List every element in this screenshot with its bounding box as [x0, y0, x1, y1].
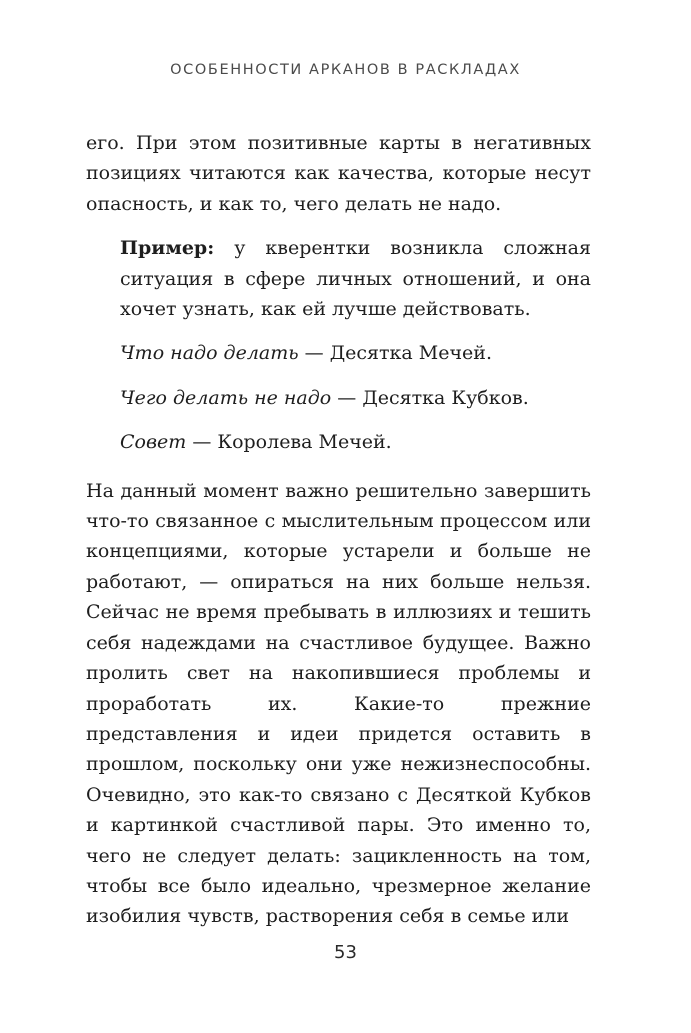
paragraph-1: его. При этом позитивные карты в негативных позициях читаются как качества, которые несут опасность, и как то, чего делать не надо.: [86, 132, 591, 215]
position-name: Совет: [120, 431, 187, 454]
example-text: у кверентки возникла сложная ситуация в сфере личных отношений, и она хочет узнать, как ей лучше действовать.: [120, 237, 591, 321]
spread-position-2: [120, 383, 591, 413]
running-head: ОСОБЕННОСТИ АРКАНОВ В РАСКЛАДАХ: [170, 62, 521, 78]
spread-position-1: [120, 338, 591, 368]
spread-position-3: [120, 427, 591, 457]
paragraph-2: На данный момент важно решительно завершить что-то связанное с мыслительным процессом или концепциями, которые устарели и больше не работают, — опираться на них больше нельзя. Сейчас не время пребывать в иллюзиях и тешить себя надеждами на счастливое будущее. Важно пролить свет на накопившиеся проблемы и проработать их. Какие-то прежние представления и идеи придется оставить в прошлом, поскольку они уже нежизнеспособны. Очевидно, это как-то связано с Десяткой Кубков и картинкой счастливой пары. Это именно то, чего не следует делать: зацикленность на том, чтобы все было идеально, чрезмерное желание изобилия чувств, растворения себя в семье или: [86, 479, 591, 928]
position-card: — Десятка Мечей.: [298, 342, 492, 365]
body-text: [86, 128, 591, 932]
example-label: Пример:: [120, 237, 215, 260]
position-card: — Десятка Кубков.: [331, 386, 529, 409]
page-number: 53: [334, 942, 357, 963]
position-name: Чего делать не надо: [120, 386, 332, 409]
position-card: — Королева Мечей.: [186, 431, 392, 454]
example-paragraph: [120, 233, 591, 324]
position-name: Что надо делать: [120, 342, 299, 365]
